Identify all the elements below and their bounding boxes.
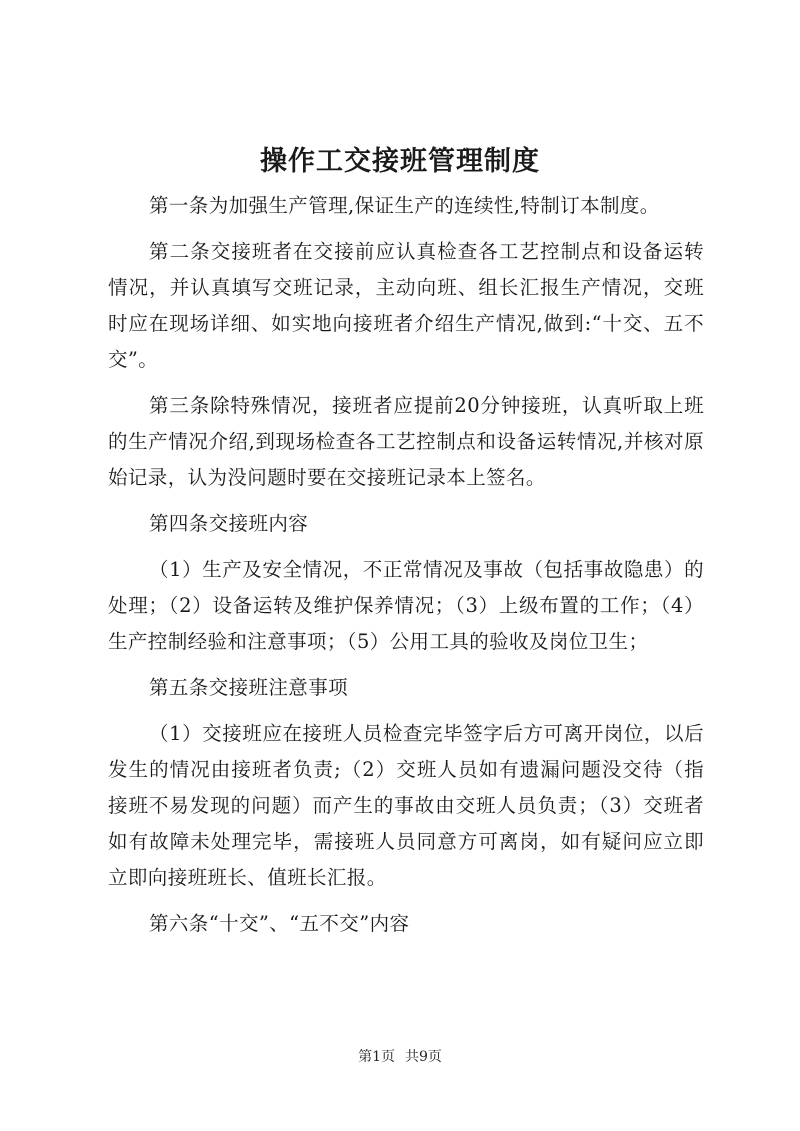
article-1-paragraph: 第一条为加强生产管理,保证生产的连续性,特制订本制度。 [149, 194, 660, 217]
page-total: 共9页 [405, 1049, 442, 1065]
document-title: 操作工交接班管理制度 [260, 146, 540, 177]
article-4-content: （1）生产及安全情况，不正常情况及事故（包括事故隐患）的处理；（2）设备运转及维护保养情况；（3）上级布置的工作；（4）生产控制经验和注意事项；（5）公用工具的验收及岗位卫生； [108, 558, 704, 653]
article-4-heading: 第四条交接班内容 [149, 512, 309, 535]
article-2-paragraph: 第二条交接班者在交接前应认真检查各工艺控制点和设备运转情况，并认真填写交班记录，主动向班、组长汇报生产情况，交班时应在现场详细、如实地向接班者介绍生产情况,做到:“十交、五不交”。 [108, 240, 704, 371]
article-5-content: （1）交接班应在接班人员检查完毕签字后方可离开岗位，以后发生的情况由接班者负责;（2）交班人员如有遗漏问题没交待（指接班不易发现的问题）而产生的事故由交班人员负责；（3）交班者如有故障未处理完毕，需接班人员同意方可离岗，如有疑问应立即立即向接班班长、值班长汇报。 [108, 722, 704, 889]
article-6-heading: 第六条“十交”、“五不交”内容 [149, 912, 410, 935]
article-3-paragraph: 第三条除特殊情况，接班者应提前20分钟接班，认真听取上班的生产情况介绍,到现场检查各工艺控制点和设备运转情况,并核对原始记录，认为没问题时要在交接班记录本上签名。 [108, 394, 704, 489]
document-body [108, 188, 704, 942]
page-number: 第1页 [358, 1049, 395, 1065]
article-5-heading: 第五条交接班注意事项 [149, 676, 349, 699]
page-footer [0, 1047, 800, 1067]
